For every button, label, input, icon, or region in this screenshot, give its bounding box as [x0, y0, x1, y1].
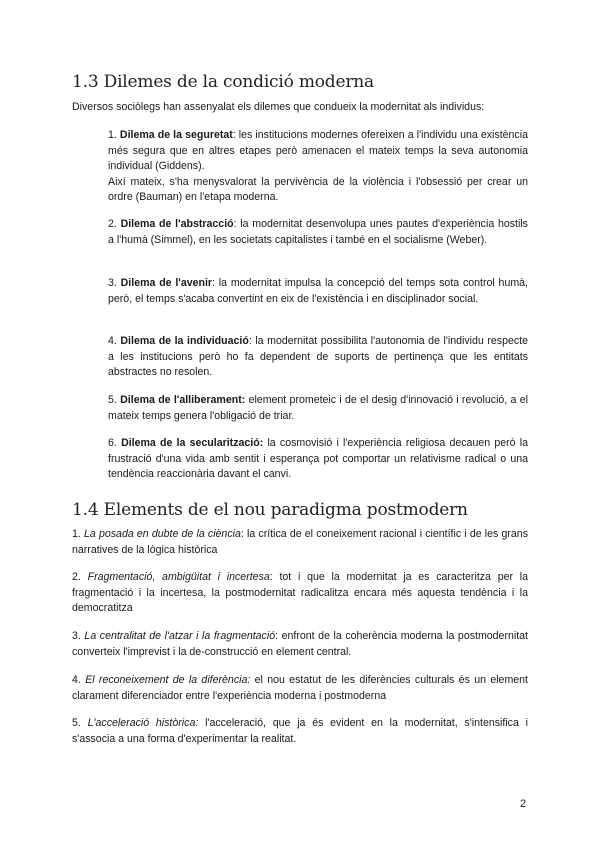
section-heading-1-4: 1.4 Elements de el nou paradigma postmodern: [72, 500, 468, 520]
dilemma-item-1: 1. Dilema de la seguretat: les institucions modernes ofereixen a l'individu una existència més segura que en altres etapes però amenacen el mateix temps la seva autonomia individual (Giddens). Així mateix, s'ha menysvalorat la pervivència de la violència i l'obsessió per crear un ordre (Bauman) en l'etapa moderna.: [108, 129, 528, 203]
dilemma-extra: Així mateix, s'ha menysvalorat la pervivència de la violència i l'obsessió per crear un ordre (Bauman) en l'etapa moderna.: [108, 175, 528, 203]
paradigm-title: El reconeixement de la diferència:: [85, 674, 251, 686]
dilemma-item-6: 6. Dilema de la secularització: la cosmovisió i l'experiència religiosa decauen però la frustració d'una vida amb sentit i esperança pot comportar un relativisme radical o una tendència reaccionària davant el canvi.: [108, 437, 528, 480]
dilemma-title: Dilema de la secularització:: [121, 437, 264, 449]
section-heading-1-3: 1.3 Dilemes de la condició moderna: [72, 72, 374, 92]
paradigm-title: La centralitat de l'atzar i la fragmentació: [84, 630, 276, 642]
paradigm-item-3: 3. La centralitat de l'atzar i la fragmentació: enfront de la coherència moderna la postmodernitat converteix l'imprevist i la de-construcció en element central.: [72, 630, 529, 658]
dilemma-item-2: 2. Dilema de l'abstracció: la modernitat desenvolupa unes pautes d'experiència hostils a l'humà (Simmel), en les societats capitalistes i també en el socialisme (Weber).: [108, 218, 528, 246]
dilemma-title: Dilema de l'avenir: [120, 277, 213, 289]
dilemma-item-5: 5. Dilema de l'alliberament: element prometeic i de el desig d'innovació i revolució, a el mateix temps genera l'obligació de triar.: [108, 394, 528, 422]
dilemma-title: Dilema de la individuació: [120, 335, 249, 347]
paradigm-item-1: 1. La posada en dubte de la ciència: la crítica de el coneixement racional i científic i de les grans narratives de la lògica històrica: [72, 528, 528, 556]
dilemma-title: Dilema de la seguretat: [119, 129, 233, 141]
dilemma-item-4: 4. Dilema de la individuació: la modernitat possibilita l'autonomia de l'individu respecte a les institucions però ho fa dependent de suports de pertinença que les entitats abstractes no resolen.: [108, 335, 529, 378]
section-intro: Diversos sociòlegs han assenyalat els dilemes que condueix la modernitat als individus:: [72, 101, 485, 113]
paradigm-title: La posada en dubte de la ciència: [84, 528, 241, 540]
paradigm-item-2: 2. Fragmentació, ambigüitat i incertesa: tot i que la modernitat ja es caracteritza per la fragmentació i la incertesa, la postmodernitat radicalitza encara més aquesta tendència i la democratitza: [72, 571, 528, 614]
dilemma-title: Dilema de l'alliberament:: [120, 394, 246, 406]
paradigm-item-4: 4. El reconeixement de la diferència: el nou estatut de les diferències culturals és un element clarament diferenciador entre l'experiència moderna i postmoderna: [72, 674, 529, 702]
paradigm-item-5: 5. L'acceleració històrica: l'acceleració, que ja és evident en la modernitat, s'intensifica i s'associa a una forma d'experimentar la realitat.: [72, 717, 528, 745]
dilemma-title: Dilema de l'abstracció: [120, 218, 234, 230]
page-number: 2: [520, 798, 527, 810]
paradigm-title: L'acceleració històrica:: [87, 717, 199, 729]
dilemma-item-3: 3. Dilema de l'avenir: la modernitat impulsa la concepció del temps sota control humà, però, el temps s'acaba convertint en eix de l'existència i en disciplinador social.: [108, 277, 529, 305]
paradigm-title: Fragmentació, ambigüitat i incertesa: [87, 571, 270, 583]
